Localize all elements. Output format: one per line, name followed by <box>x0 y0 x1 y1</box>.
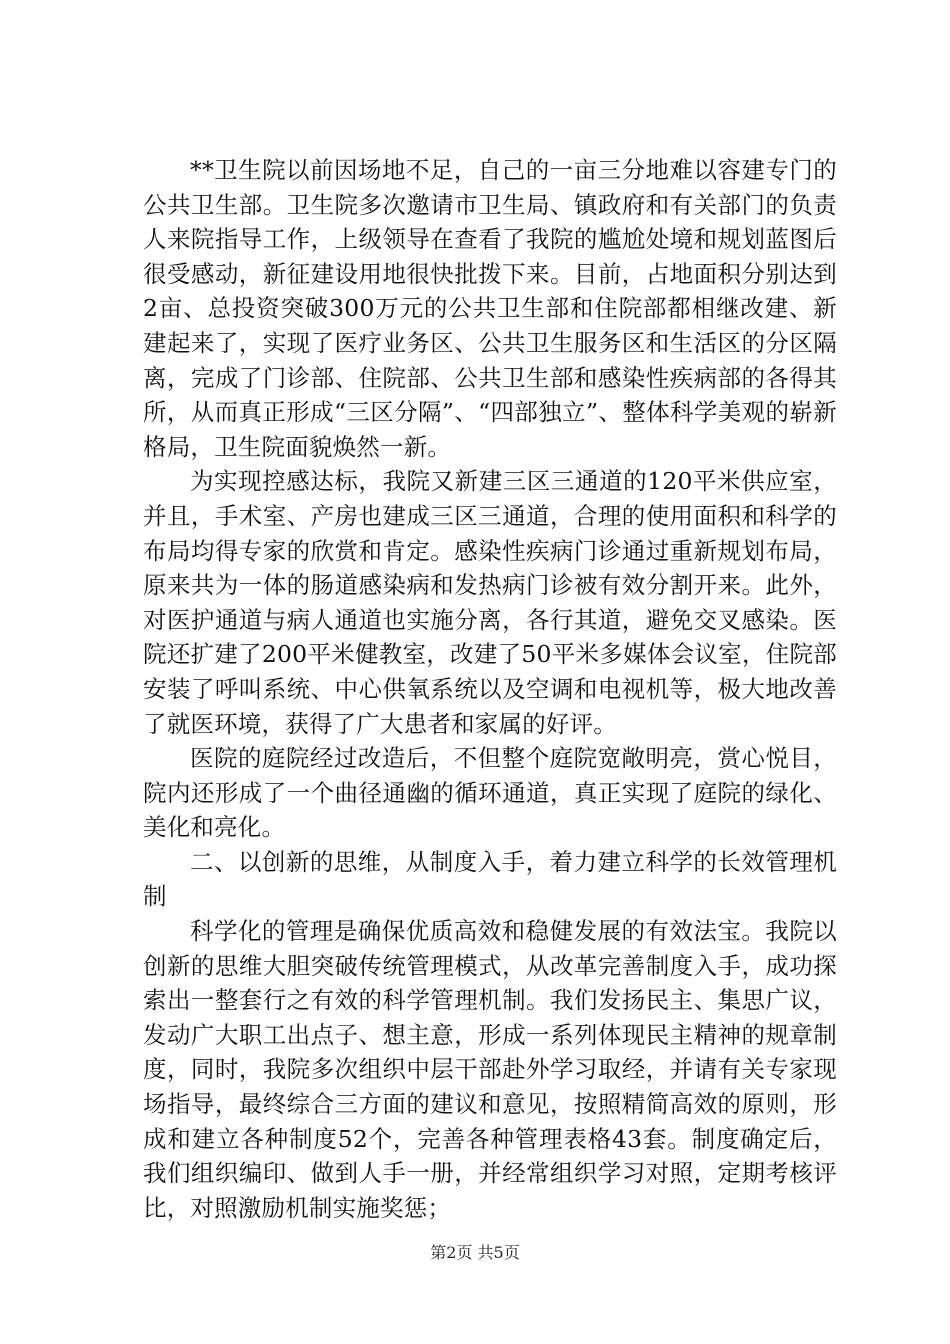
document-body <box>143 153 837 1225</box>
section-heading: 二、以创新的思维，从制度入手，着力建立科学的长效管理机制 <box>143 847 837 911</box>
paragraph-facility-layout: **卫生院以前因场地不足，自己的一亩三分地难以容建专门的公共卫生部。卫生院多次邀请市卫生局、镇政府和有关部门的负责人来院指导工作，上级领导在查看了我院的尴尬处境和规划蓝图后很受感动，新征建设用地很快批拨下来。目前，占地面积分别达到2亩、总投资突破300万元的公共卫生部和住院部都相继改建、新建起来了，实现了医疗业务区、公共卫生服务区和生活区的分区隔离，完成了门诊部、住院部、公共卫生部和感染性疾病部的各得其所，从而真正形成“三区分隔”、“四部独立”、整体科学美观的崭新格局，卫生院面貌焕然一新。 <box>143 156 837 461</box>
paragraph-infection-control: 为实现控感达标，我院又新建三区三通道的120平米供应室，并且，手术室、产房也建成三区三通道，合理的使用面积和科学的布局均得专家的欣赏和肯定。感染性疾病门诊通过重新规划布局，原来共为一体的肠道感染病和发热病门诊被有效分割开来。此外，对医护通道与病人通道也实施分离，各行其道，避免交叉感染。医院还扩建了200平米健教室，改建了50平米多媒体会议室，住院部安装了呼叫系统、中心供氧系统以及空调和电视机等，极大地改善了就医环境，获得了广大患者和家属的好评。 <box>143 467 837 738</box>
paragraph-management: 科学化的管理是确保优质高效和稳健发展的有效法宝。我院以创新的思维大胆突破传统管理模式，从改革完善制度入手，成功探索出一整套行之有效的科学管理机制。我们发扬民主、集思广议，发动广大职工出点子、想主意，形成一系列体现民主精神的规章制度，同时，我院多次组织中层干部赴外学习取经，并请有关专家现场指导，最终综合三方面的建议和意见，按照精简高效的原则，形成和建立各种制度52个，完善各种管理表格43套。制度确定后，我们组织编印、做到人手一册，并经常组织学习对照，定期考核评比，对照激励机制实施奖惩； <box>143 917 837 1222</box>
paragraph-courtyard: 医院的庭院经过改造后，不但整个庭院宽敞明亮，赏心悦目，院内还形成了一个曲径通幽的循环通道，真正实现了庭院的绿化、美化和亮化。 <box>143 744 837 842</box>
page-number-footer: 第2页 共5页 <box>430 1243 520 1262</box>
